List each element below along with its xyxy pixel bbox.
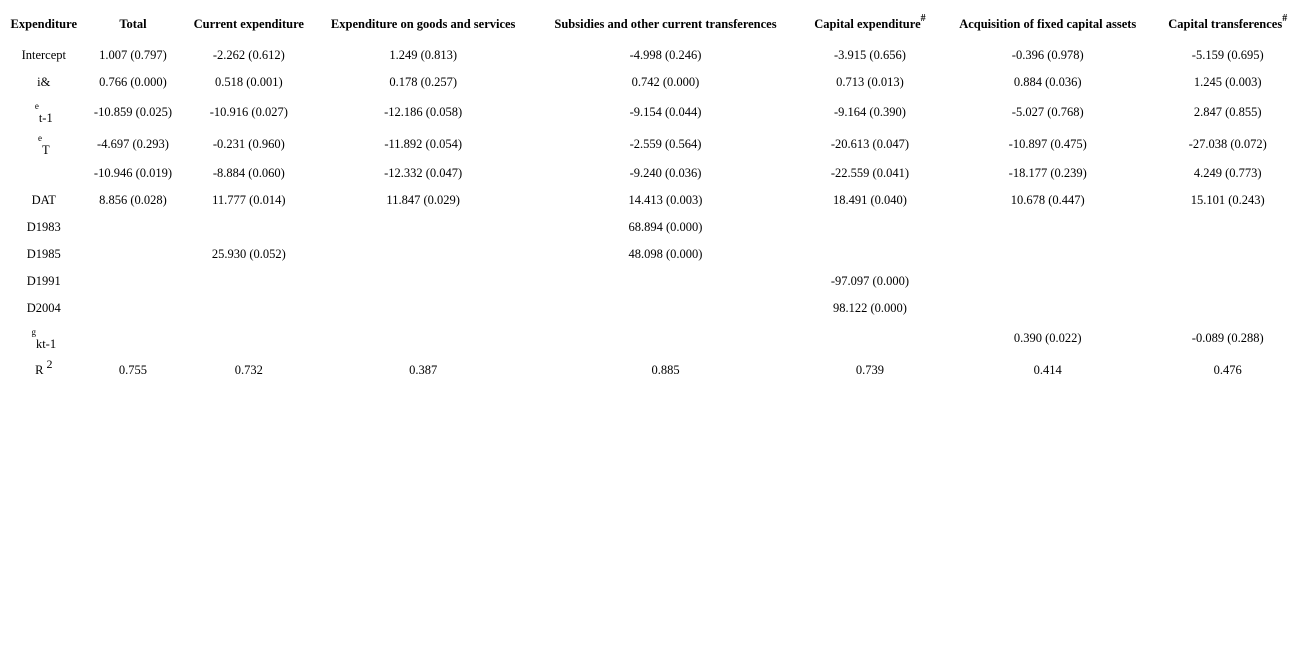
table-cell: -9.164 (0.390) <box>834 104 906 119</box>
row-label-d1991: D1991 <box>26 274 61 288</box>
table-cell <box>1155 241 1300 268</box>
row-label-r-squared: R 2 <box>35 356 53 377</box>
table-cell <box>1155 295 1300 322</box>
table-cell: 0.476 <box>1213 362 1242 377</box>
table-cell <box>84 214 183 241</box>
table-cell: -10.916 (0.027) <box>209 104 288 119</box>
table-cell: 0.732 <box>234 362 263 377</box>
table-cell <box>531 268 800 295</box>
table-cell: 0.884 (0.036) <box>1013 75 1082 89</box>
table-cell: -27.038 (0.072) <box>1188 136 1267 151</box>
table-cell: 0.414 <box>1033 362 1062 377</box>
table-row <box>4 128 1300 160</box>
table-cell <box>84 241 183 268</box>
table-cell <box>1155 214 1300 241</box>
table-cell <box>315 268 531 295</box>
table-cell: -9.154 (0.044) <box>629 104 702 119</box>
table-cell <box>84 295 183 322</box>
table-cell <box>315 241 531 268</box>
header-goods-services: Expenditure on goods and services <box>330 16 516 31</box>
table-cell <box>84 268 183 295</box>
row-label-d2004: D2004 <box>26 301 61 315</box>
table-row <box>4 69 1300 96</box>
table-row <box>4 160 1300 187</box>
table-row <box>4 295 1300 322</box>
table-cell: 10.678 (0.447) <box>1010 193 1085 207</box>
header-capital-expenditure: Capital expenditure# <box>814 12 926 31</box>
table-cell: 1.249 (0.813) <box>389 48 458 62</box>
table-cell: -10.859 (0.025) <box>93 104 173 119</box>
table-cell: -22.559 (0.041) <box>830 166 909 180</box>
table-cell: 0.742 (0.000) <box>631 75 700 89</box>
table-cell: 0.755 <box>118 362 148 377</box>
header-row <box>4 6 1300 42</box>
table-cell: 11.777 (0.014) <box>212 193 286 207</box>
table-cell: 98.122 (0.000) <box>832 301 907 315</box>
table-cell <box>315 295 531 322</box>
table-cell: 11.847 (0.029) <box>386 193 460 207</box>
header-subsidies: Subsidies and other current transferences <box>554 16 777 31</box>
table-cell: -4.998 (0.246) <box>629 48 702 62</box>
table-cell <box>531 295 800 322</box>
table-cell: 0.713 (0.013) <box>836 75 904 89</box>
table-cell: -12.186 (0.058) <box>384 104 463 119</box>
table-cell: 0.885 <box>651 362 680 377</box>
table-cell: 0.387 <box>409 362 438 377</box>
table-cell <box>315 214 531 241</box>
table-cell: 48.098 (0.000) <box>628 247 703 261</box>
table-row <box>4 96 1300 128</box>
table-cell: -4.697 (0.293) <box>97 136 169 151</box>
table-cell <box>940 268 1155 295</box>
table-cell <box>800 241 940 268</box>
table-cell: 0.178 (0.257) <box>389 75 458 89</box>
table-cell: -9.240 (0.036) <box>629 166 702 180</box>
table-cell: -0.396 (0.978) <box>1011 48 1084 62</box>
table-cell: -10.946 (0.019) <box>93 166 173 180</box>
table-cell <box>1155 268 1300 295</box>
table-cell <box>800 214 940 241</box>
table-cell <box>940 241 1155 268</box>
row-label-i-dot: i& <box>37 75 51 89</box>
table-cell: 18.491 (0.040) <box>832 193 907 207</box>
table-cell: -0.089 (0.288) <box>1191 330 1264 345</box>
header-total: Total <box>119 16 147 31</box>
header-expenditure: Expenditure <box>10 16 77 31</box>
table-cell <box>182 214 315 241</box>
table-cell: 0.766 (0.000) <box>99 75 167 89</box>
table-cell: 2.847 (0.855) <box>1193 104 1262 119</box>
table-cell: 0.739 <box>855 362 884 377</box>
table-cell: -5.027 (0.768) <box>1011 104 1084 119</box>
table-cell <box>800 322 940 354</box>
table-cell: 68.894 (0.000) <box>628 220 703 234</box>
table-cell <box>182 268 315 295</box>
table-cell <box>84 322 183 354</box>
capital-footnote-mark: # <box>920 12 926 24</box>
table-cell: 15.101 (0.243) <box>1190 193 1265 207</box>
table-cell <box>182 322 315 354</box>
table-cell: -5.159 (0.695) <box>1191 48 1264 62</box>
header-current-expenditure: Current expenditure <box>193 16 304 31</box>
table-cell <box>940 295 1155 322</box>
table-row <box>4 214 1300 241</box>
row-label-intercept: Intercept <box>21 48 66 62</box>
table-cell: 25.930 (0.052) <box>211 247 286 261</box>
table-cell: 1.245 (0.003) <box>1193 75 1262 89</box>
table-row <box>4 322 1300 354</box>
table-cell: 4.249 (0.773) <box>1193 166 1262 180</box>
table-cell: 8.856 (0.028) <box>99 193 167 207</box>
row-label-e-lag: $^e$t-1 <box>34 100 53 125</box>
row-label-e-t: $^e$T <box>37 132 50 157</box>
table-cell <box>182 295 315 322</box>
row-label-unlabeled <box>4 160 84 187</box>
table-cell: -12.332 (0.047) <box>384 166 463 180</box>
table-cell: -18.177 (0.239) <box>1008 166 1087 180</box>
table-cell <box>940 214 1155 241</box>
regression-table <box>4 6 1300 386</box>
table-cell: -20.613 (0.047) <box>830 136 909 151</box>
table-row <box>4 241 1300 268</box>
header-acquisition: Acquisition of fixed capital assets <box>959 16 1137 31</box>
table-cell: 1.007 (0.797) <box>99 48 167 62</box>
table-row <box>4 187 1300 214</box>
table-cell: 14.413 (0.003) <box>628 193 703 207</box>
row-label-d1985: D1985 <box>26 247 61 261</box>
table-row <box>4 42 1300 69</box>
table-cell: -2.559 (0.564) <box>629 136 702 151</box>
header-capital-transferences: Capital transferences# <box>1168 12 1288 31</box>
table-cell: -10.897 (0.475) <box>1008 136 1087 151</box>
table-row <box>4 268 1300 295</box>
table-row <box>4 354 1300 386</box>
table-cell: -2.262 (0.612) <box>212 48 285 62</box>
table-cell: -11.892 (0.054) <box>384 136 462 151</box>
table-cell: -0.231 (0.960) <box>212 136 285 151</box>
table-cell: -8.884 (0.060) <box>212 166 285 180</box>
table-cell: 0.518 (0.001) <box>214 75 283 89</box>
table-cell: -3.915 (0.656) <box>834 48 906 62</box>
row-label-dat: DAT <box>31 193 56 207</box>
row-label-d1983: D1983 <box>26 220 61 234</box>
table-cell: -97.097 (0.000) <box>830 274 909 288</box>
table-cell <box>315 322 531 354</box>
table-cell: 0.390 (0.022) <box>1013 330 1082 345</box>
table-cell <box>531 322 800 354</box>
transfers-footnote-mark: # <box>1282 12 1288 24</box>
row-label-g-lag: $^g$kt-1 <box>31 326 57 351</box>
